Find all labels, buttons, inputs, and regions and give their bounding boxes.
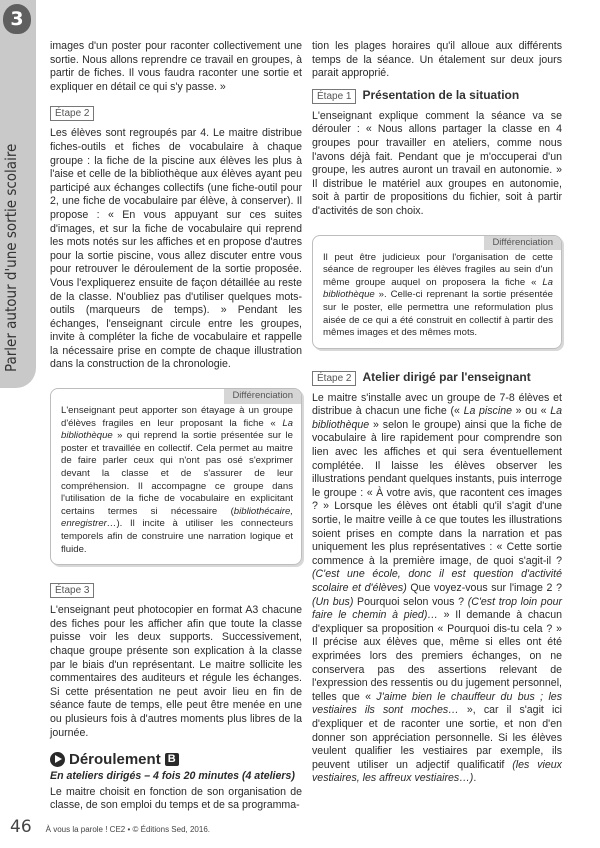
step-2-text-right: Le maitre s'installe avec un groupe de 7-8 élèves et distribue à chacun une fiche (« La piscine » ou « La bibliothèque » selon le groupe) ainsi que la fiche de vocabulaire à lire rapidement pour comprendre son lien avec les affiches et qui sera éventuellement complétée. Il laisse les élèves observer les illustrations pendant quelques instants, puis interroge le groupe : « À votre avis, que racontent ces images ? » Lorsque les élèves ont établi qu'il s'agit d'une sortie, le maitre veille à ce que toutes les illustrations soient prises en compte dans la narration et pas uniquement les plus représentatives : « Cette sortie commence à la première image, de quoi s'agit-il ? (C'est une école, donc il est question d'activité scolaire et d'élèves) Que voyez-vous sur l'image 2 ? (Un bus) Pourquoi selon vous ? (C'est trop loin pour faire le chemin à pied)… » Il demande à chacun d'expliquer sa proposition « Pourquoi dis-tu cela ? » Il précise aux élèves que, même si elles ont été exprimées lors des premiers échanges, on ne conservera pas des assertions relevant de l'expression des ressentis ou du jugement personnel, telles que « J'aime bien le chauffeur du bus ; les vestiaires ils sont moches… », car il s'agit ici d'expliquer et de raconter une sortie, et non d'en donner son appréciation personnelle. Si les élèves veulent qualifier les vestiaires par exemple, ils peuvent utiliser un adjectif qualificatif (les vieux vestiaires, les affreux vestiaires…). xyxy=(312,391,563,785)
left-column xyxy=(50,40,302,815)
differentiation-box xyxy=(50,388,302,565)
intro-paragraph: images d'un poster pour raconter collectivement une sortie. Nous allons reprendre ce travail en groupes, à partir de fiches. Il vous faudra raconter une sortie et expliquer en détail ce qui s'y passe. » xyxy=(50,40,302,93)
step-2-label-right: Étape 2 xyxy=(312,371,356,386)
differentiation-box-right xyxy=(312,235,562,349)
step-2-heading-right: Atelier dirigé par l'enseignant xyxy=(362,370,531,385)
differentiation-tag: Différenciation xyxy=(224,389,301,404)
step-2-header-right xyxy=(312,371,562,386)
differentiation-text: L'enseignant peut apporter son étayage à un groupe d'élèves fragiles en leur proposant la fiche « La bibliothèque » qui reprend la sortie présentée sur le poster et travaillée en collectif. Cela permet au maitre de faire parler ceux qui n'ont pas osé s'exprimer devant la classe et de s'assurer de leur compréhension. Il accompagne ce groupe dans l'utilisation de la fiche de vocabulaire en explicitant certains termes si nécessaire (bibliothécaire, enregistrer…). Il incite à utiliser les connecteurs temporels afin de construire une narration logique et fluide. xyxy=(61,405,293,555)
ateliers-text: Le maitre choisit en fonction de son organisation de classe, de son emploi du temps et de sa programma- xyxy=(50,785,302,812)
deroulement-heading xyxy=(50,752,302,767)
chapter-title: Parler autour d'une sortie scolaire xyxy=(2,143,20,372)
step-1-label: Étape 1 xyxy=(312,89,356,104)
footer-credit: À vous la parole ! CE2 • © Éditions Sed, 2016. xyxy=(45,825,210,834)
differentiation-text-right: Il peut être judicieux pour l'organisation de cette séance de regrouper les élèves fragiles au sein d'un même groupe auquel on proposera la fiche « La bibliothèque ». Celle-ci reprenant la sortie présentée sur le poster, elle permettra une reformulation plus aisée de ce qui a été construit en collectif à partir des mêmes images et des mêmes mots. xyxy=(323,251,553,339)
step-2-text: Les élèves sont regroupés par 4. Le maitre distribue fiches-outils et fiches de vocabulaire à chaque groupe : la fiche de la piscine aux élèves les plus à l'aise et celle de la bibliothèque aux élèves ayant peu participé aux échanges collectifs (une fiche-outil pour 2, une fiche de vocabulaire par élève, à conserver). Il propose : « En vous appuyant sur ces suites d'images, et sur la fiche de vocabulaire qui reprend les mots notés sur les affiches et en propose d'autres pour la sortie piscine, vous allez discuter entre vous pour retrouver le déroulement de la sortie proposée. Vous l'expliquerez ensuite de façon détaillée au reste de la classe. N'oubliez pas d'utiliser quelques mots-outils (marqueurs de temps). » Pendant les échanges, l'enseignant circule entre les groupes, invite à compléter la fiche de vocabulaire et rappelle la nécessaire prise en compte de chaque illustration dans la construction de la chronologie. xyxy=(50,127,302,371)
section-badge: B xyxy=(165,753,179,767)
side-tab xyxy=(0,0,36,388)
step-2-label: Étape 2 xyxy=(50,106,94,121)
step-1-header xyxy=(312,89,562,104)
step-3-label: Étape 3 xyxy=(50,583,94,598)
chapter-badge: 3 xyxy=(3,4,31,34)
step-1-heading: Présentation de la situation xyxy=(362,88,520,103)
deroulement-title: Déroulement xyxy=(69,750,161,768)
step-3-text: L'enseignant peut photocopier en format A3 chacune des fiches pour les afficher afin que toute la classe puisse voir les deux supports. Successivement, chaque groupe présente son explication à la classe par le biais d'un représentant. Le maitre sollicite les commentaires des auditeurs et régule les échanges. Si cette présentation ne peut avoir lieu en fin de séance faute de temps, elle peut être menée en une ou plusieurs fois à d'autres moments plus libres de la journée. xyxy=(50,604,302,739)
page-number: 46 xyxy=(10,817,32,837)
differentiation-tag-right: Différenciation xyxy=(484,236,561,251)
step-1-text: L'enseignant explique comment la séance va se dérouler : « Nous allons partager la classe en 4 groupes pour travailler en ateliers, comme nous l'avons déjà fait. Pendant que je m'occuperai d'un groupe, les autres auront un travail en autonomie. » Il distribue le matériel aux groupes en autonomie, soit à partir de propositions du fichier, soit à partir d'activités de son choix. xyxy=(312,109,562,217)
right-intro: tion les plages horaires qu'il alloue aux différents temps de la séance. Un étalement sur deux jours parait approprié. xyxy=(312,40,562,80)
ateliers-subheading: En ateliers dirigés – 4 fois 20 minutes (4 ateliers) xyxy=(50,770,295,783)
play-circle-icon xyxy=(50,752,65,767)
right-column xyxy=(312,40,562,788)
page-footer xyxy=(10,817,210,837)
